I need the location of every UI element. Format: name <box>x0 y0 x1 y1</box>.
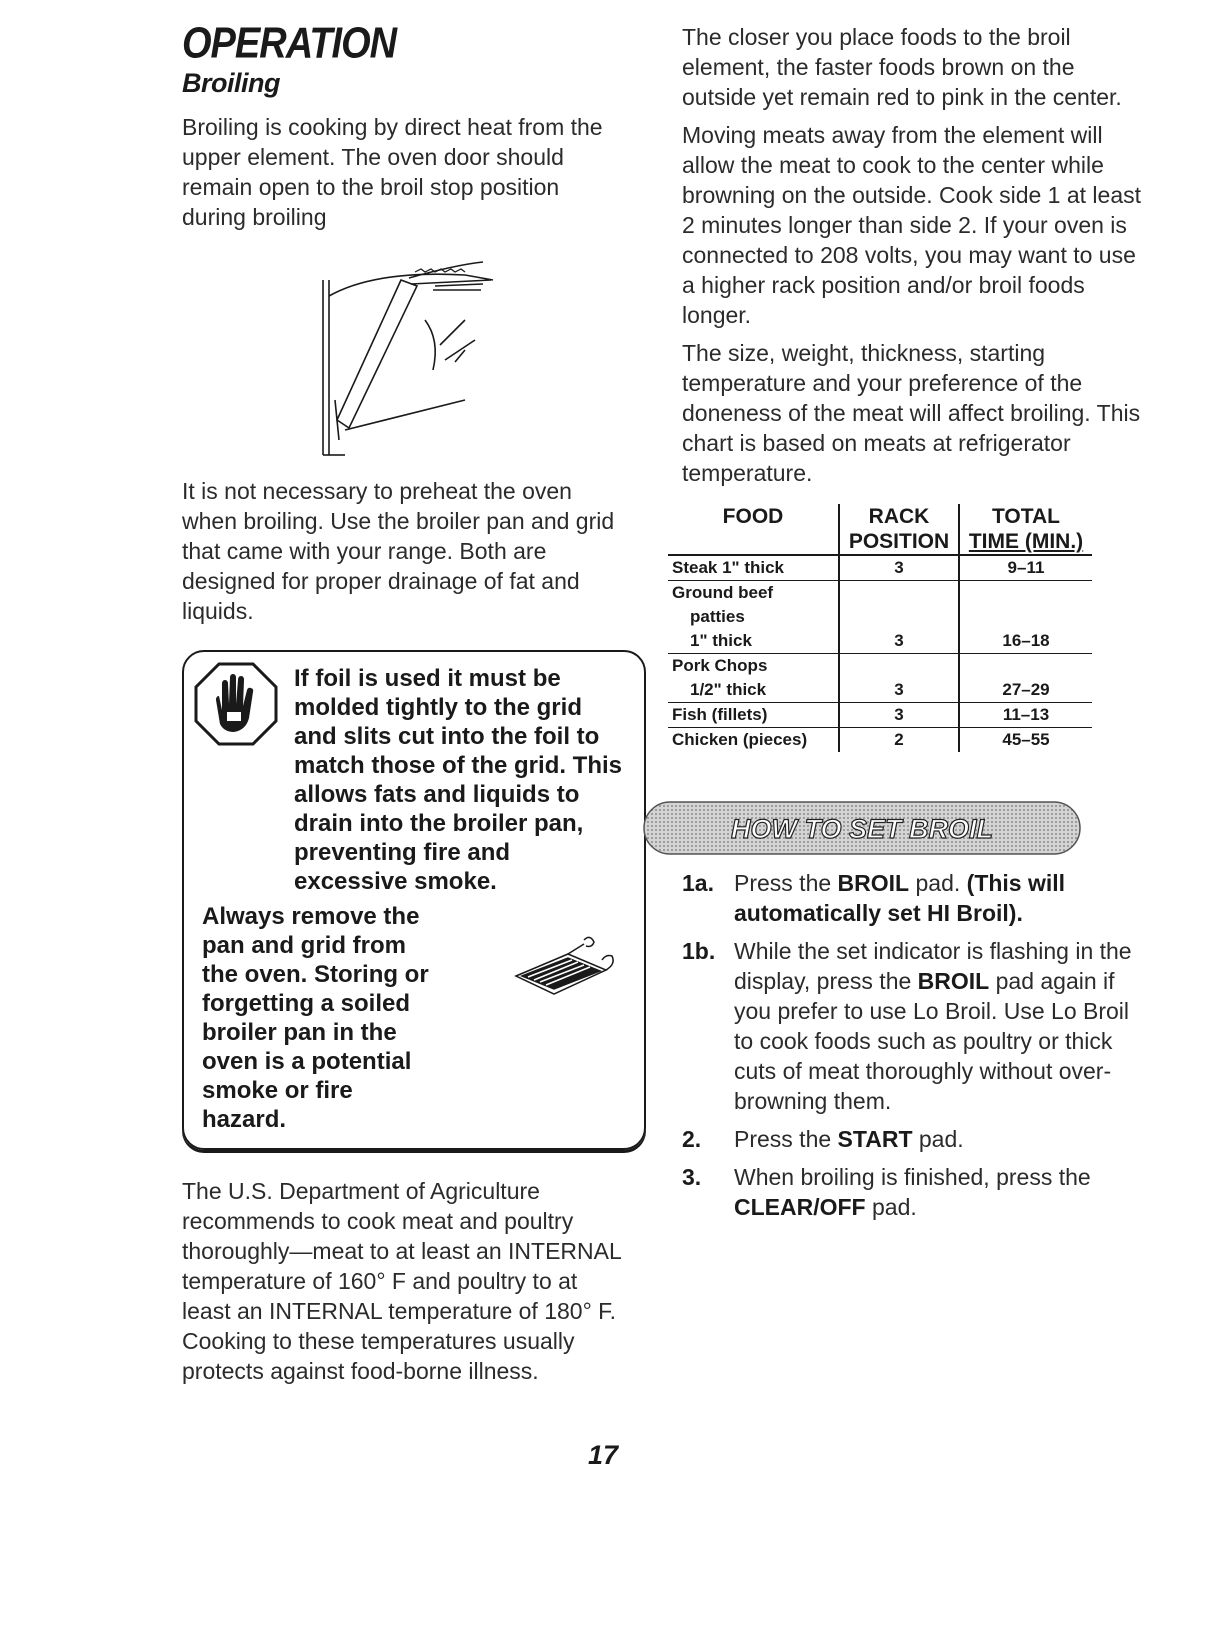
section-title: OPERATION <box>182 19 397 68</box>
foil-warning-box <box>182 650 646 1150</box>
table-row: 1/2" thick 3 27–29 <box>668 678 1092 703</box>
preheat-note: It is not necessary to preheat the oven when broiling. Use the broiler pan and grid that came with your range. Both are designed for proper drainage of fat and liquids. <box>182 478 615 624</box>
right-column <box>672 22 1142 1230</box>
section-subtitle: Broiling <box>182 68 280 98</box>
chart-conditions-note: The size, weight, thickness, starting temperature and your preference of the doneness of the meat will affect broiling. This chart is based on meats at refrigerator temperature. <box>682 340 1141 486</box>
col-food: FOOD <box>668 504 839 555</box>
step-item: 1b. While the set indicator is flashing in the display, press the BROIL pad again if you prefer to use Lo Broil. Use Lo Broil to cook foods such as poultry or thick cuts of meat thoroughly without over-browning them. <box>682 938 1132 1114</box>
warning-foil-text: If foil is used it must be molded tightly to the grid and slits cut into the foil to match those of the grid. This allows fats and liquids to drain into the broiler pan, preventing fire and excessive smoke. <box>294 665 623 895</box>
page-number: 17 <box>587 1440 619 1470</box>
banner-text: HOW TO SET BROIL <box>731 814 993 844</box>
broil-steps <box>682 868 1142 1222</box>
step-item: 1a. Press the BROIL pad. (This will automatically set HI Broil). <box>682 870 1066 926</box>
meat-distance-note: Moving meats away from the element will allow the meat to cook to the center while browning on the outside. Cook side 1 at least 2 minutes longer than side 2. If your oven is connected to 208 volts, you may want to use a higher rack position and/or broil foods longer. <box>682 122 1142 328</box>
step-item: 2. Press the START pad. <box>682 1126 964 1152</box>
broiler-pan-icon <box>506 934 626 1004</box>
col-rack: RACK POSITION <box>839 504 959 555</box>
col-time: TOTAL TIME (MIN.) <box>959 504 1092 555</box>
table-row: patties <box>668 605 1092 629</box>
table-row: Chicken (pieces) 2 45–55 <box>668 728 1092 753</box>
warning-pan-text: Always remove the pan and grid from the oven. Storing or forgetting a soiled broiler pan in the oven is a potential smoke or fire hazard. <box>202 903 429 1133</box>
table-row: Fish (fillets) 3 11–13 <box>668 703 1092 728</box>
table-row: Steak 1" thick 3 9–11 <box>668 555 1092 581</box>
broil-distance-note: The closer you place foods to the broil element, the faster foods brown on the outside yet remain red to pink in the center. <box>682 24 1122 110</box>
table-row: 1" thick 3 16–18 <box>668 629 1092 654</box>
step-item: 3. When broiling is finished, press the CLEAR/OFF pad. <box>682 1164 1091 1220</box>
left-column <box>182 19 623 1394</box>
table-row: Ground beef <box>668 581 1092 606</box>
table-row: Pork Chops <box>668 654 1092 679</box>
broil-chart <box>668 504 1092 752</box>
how-to-set-broil-banner <box>642 800 1082 856</box>
oven-door-broil-stop-illustration <box>315 250 515 460</box>
warning-hand-icon <box>194 662 278 746</box>
usda-note: The U.S. Department of Agriculture recommends to cook meat and poultry thoroughly—meat to at least an INTERNAL temperature of 160° F and poultry to at least an INTERNAL temperature of 180° F. Cooking to these temperatures usually protects against food-borne illness. <box>182 1178 621 1384</box>
broiling-intro: Broiling is cooking by direct heat from the upper element. The oven door should remain open to the broil stop position during broiling <box>182 114 603 230</box>
